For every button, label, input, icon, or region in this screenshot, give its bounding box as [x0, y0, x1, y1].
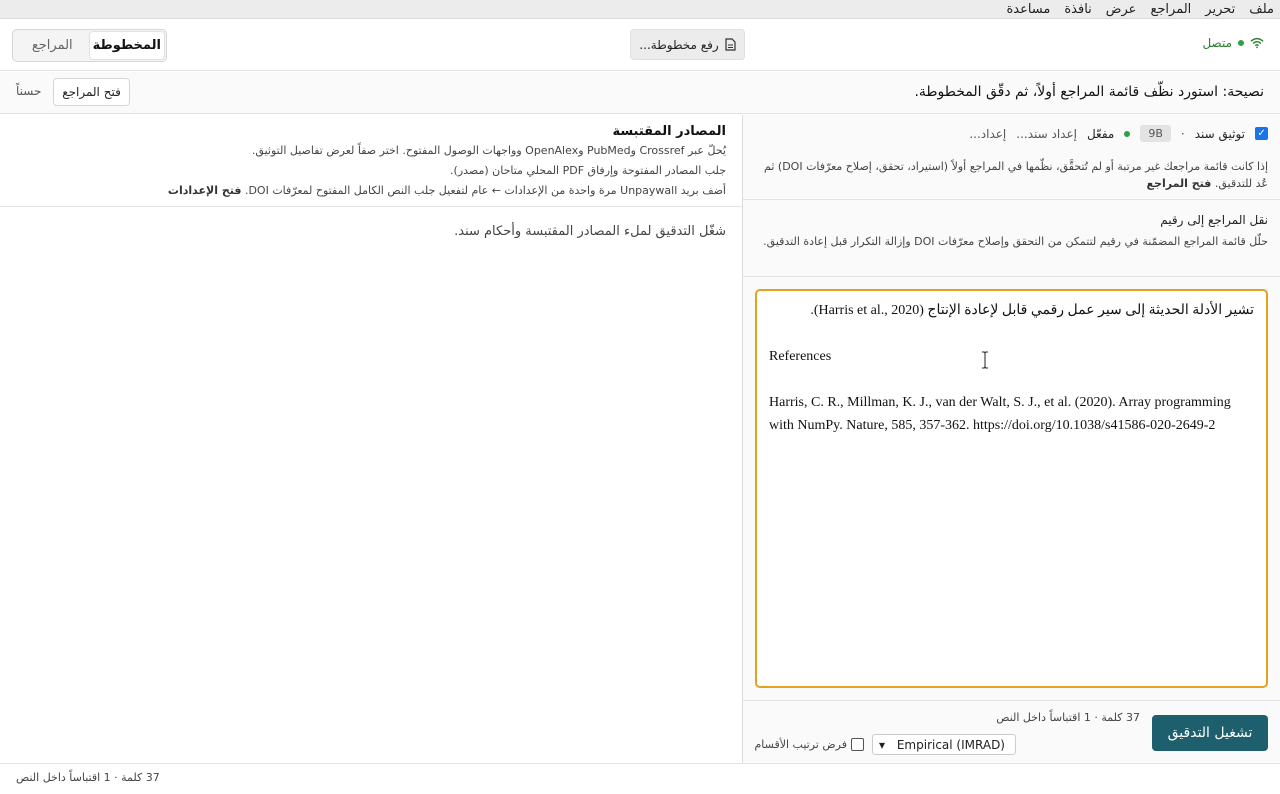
tip-text: نصيحة: استورد نظّف قائمة المراجع أولاً، ثم دقّق المخطوطة.	[914, 84, 1264, 100]
menu-window[interactable]: نافذة	[1064, 1, 1092, 17]
editor-empty-line	[769, 322, 1254, 345]
footer-counts: 37 كلمة · 1 اقتباساً داخل النص	[16, 771, 160, 784]
menu-view[interactable]: عرض	[1105, 1, 1137, 17]
editor-paragraph: تشير الأدلة الحديثة إلى سير عمل رقمي قابل لإعادة الإنتاج (Harris et al., 2020).	[810, 303, 1254, 318]
structure-select-value: Empirical (IMRAD)	[896, 737, 1005, 752]
verify-checkbox[interactable]: ✓	[1255, 127, 1268, 140]
enabled-dot	[1124, 131, 1130, 137]
sources-pane	[0, 115, 742, 763]
force-order-checkbox[interactable]	[851, 738, 864, 751]
view-switcher	[12, 29, 167, 62]
toolbar	[0, 20, 1280, 71]
sources-info	[0, 115, 742, 207]
dismiss-tip-button[interactable]: حسناً	[16, 84, 42, 98]
word-count: 37 كلمة · 1 اقتباساً داخل النص	[996, 711, 1140, 724]
options-bar	[742, 115, 1280, 152]
references-notice	[742, 152, 1280, 200]
menu-file[interactable]: ملف	[1249, 1, 1274, 17]
move-description: حلّل قائمة المراجع المضمّنة في رقيم لتتمكن من التحقق وإصلاح معرّفات DOI وإزالة التكرار قبل إعادة التدقيق.	[763, 235, 1268, 248]
tab-manuscript[interactable]: المخطوطة	[90, 32, 165, 59]
sources-line-3	[16, 181, 726, 201]
editor-reference-entry: Harris, C. R., Millman, K. J., van der Walt, S. J., et al. (2020). Array programming with NumPy. Nature, 585, 357-362. https://doi.org/10.1038/s41586-020-2649-2	[769, 395, 1231, 433]
separator: ·	[1180, 126, 1185, 141]
sources-line-1: يُحلّ عبر Crossref وPubMed وOpenAlex وواجهات الوصول المفتوح. اختر صفاً لعرض تفاصيل التوثيق.	[251, 144, 726, 157]
sources-line-2: جلب المصادر المفتوحة وإرفاق PDF المحلي متاحان (مصدر).	[450, 164, 726, 177]
enabled-label: مفعّل	[1086, 126, 1115, 141]
move-references-section	[742, 201, 1280, 277]
chevron-down-icon: ▾	[879, 737, 886, 752]
status-label: متصل	[1202, 36, 1232, 50]
notice-open-references-link[interactable]: فتح المراجع	[1146, 177, 1212, 190]
setup-source-link[interactable]: إعداد سند...	[1016, 126, 1077, 141]
manuscript-pane	[742, 115, 1280, 763]
verify-label: توثيق سند	[1194, 126, 1245, 141]
sources-heading: المصادر المقتبسة	[612, 124, 726, 139]
sources-placeholder: شغّل التدقيق لملء المصادر المقتبسة وأحكام سند.	[454, 224, 726, 239]
text-cursor-icon	[981, 351, 989, 369]
setup-link[interactable]: إعداد...	[969, 126, 1007, 141]
sources-line-3-text: أضف بريد Unpaywall مرة واحدة من الإعدادات ← عام لتفعيل جلب النص الكامل المفتوح لمعرّفات DOI.	[244, 184, 726, 197]
wifi-icon	[1250, 37, 1264, 49]
tip-bar	[0, 72, 1280, 114]
move-heading[interactable]: نقل المراجع إلى رقيم	[1160, 213, 1268, 227]
editor-references-heading: References	[769, 349, 832, 364]
menu-references[interactable]: المراجع	[1150, 1, 1192, 17]
editor-empty-line	[769, 368, 1254, 391]
open-references-button[interactable]: فتح المراجع	[53, 78, 130, 106]
upload-label: رفع مخطوطة...	[639, 37, 719, 52]
run-bar	[742, 700, 1280, 763]
open-settings-link[interactable]: فتح الإعدادات	[167, 184, 242, 197]
force-section-order	[755, 738, 865, 751]
connection-status	[1202, 36, 1264, 50]
force-order-label: فرض ترتيب الأقسام	[754, 738, 847, 751]
menu-bar	[0, 0, 1280, 19]
menu-edit[interactable]: تحرير	[1205, 1, 1236, 17]
status-dot	[1238, 40, 1244, 46]
menu-help[interactable]: مساعدة	[1006, 1, 1051, 17]
document-icon	[725, 38, 736, 51]
manuscript-editor[interactable]	[755, 289, 1268, 688]
run-check-button[interactable]: تشغيل التدقيق	[1152, 715, 1268, 751]
model-badge: 9B	[1140, 125, 1171, 142]
structure-select[interactable]	[872, 734, 1016, 755]
tab-references[interactable]: المراجع	[31, 38, 73, 53]
status-footer	[0, 763, 1280, 792]
upload-manuscript-button[interactable]	[630, 29, 745, 60]
notice-text: إذا كانت قائمة مراجعك غير مرتبة أو لم تُتحقَّق، نظّمها في المراجع أولاً (استيراد، تحقق، إصلاح معرّفات DOI) ثم عُد للتدقيق.	[764, 160, 1268, 190]
